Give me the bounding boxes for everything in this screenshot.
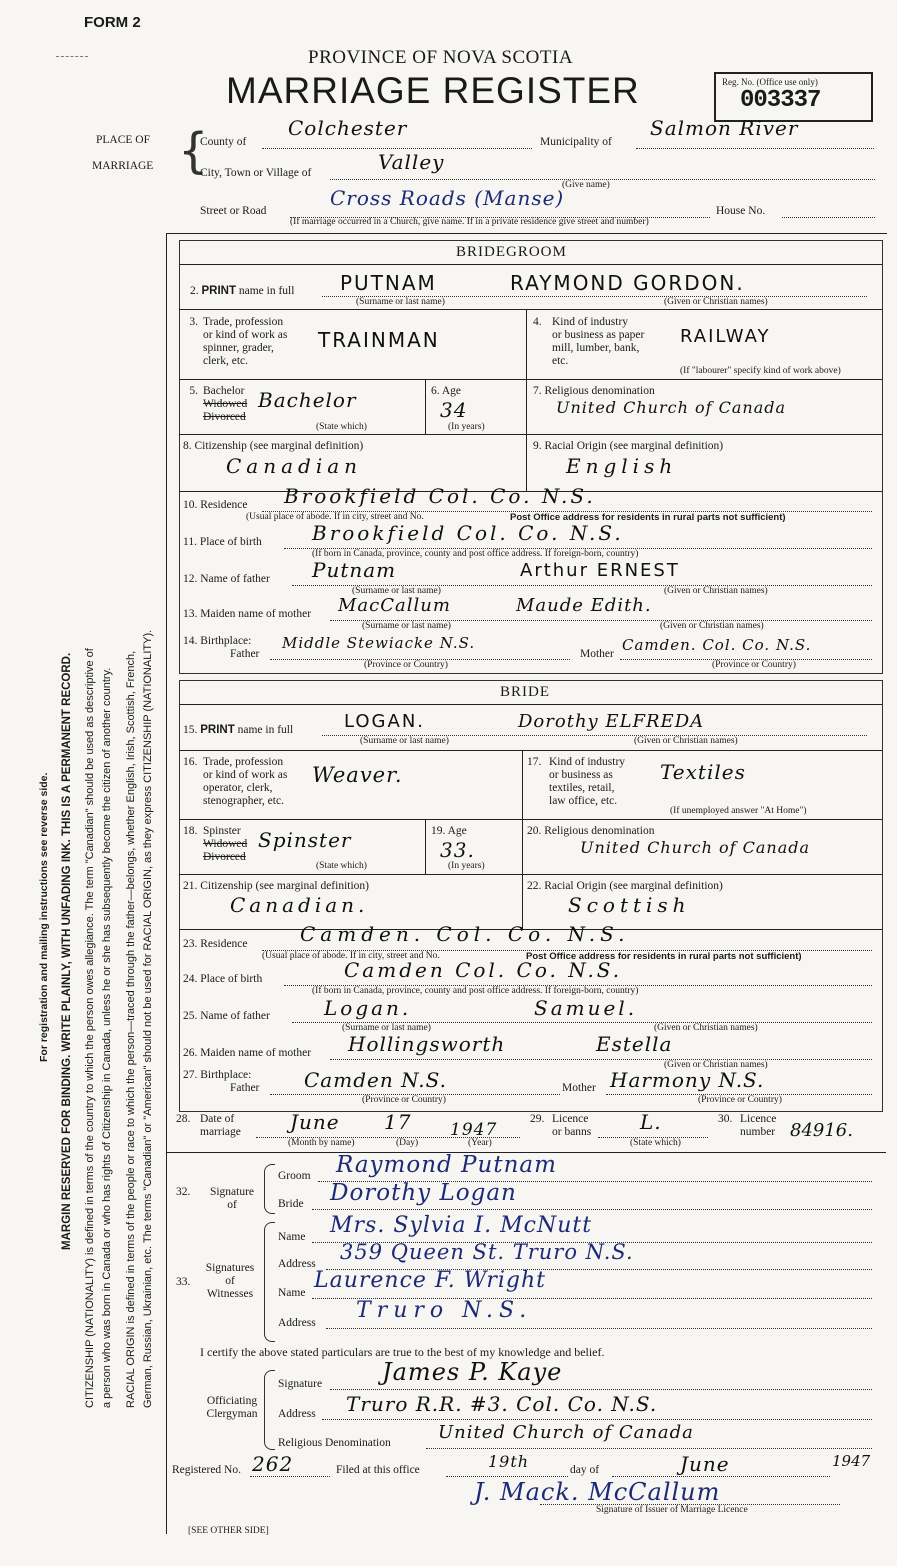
witness-num: 33. [176, 1276, 191, 1288]
bride-surname[interactable]: LOGAN. [344, 711, 426, 732]
municipality-label: Municipality of [540, 136, 612, 148]
county-value[interactable]: Colchester [288, 116, 408, 140]
bride-given-hint: (Given or Christian names) [634, 736, 738, 746]
groom-bp-mother-label: Mother [580, 648, 614, 660]
bride-name-label: 15. PRINT name in full [183, 724, 294, 736]
groom-surname-hint: (Surname or last name) [356, 297, 445, 307]
form-title: MARRIAGE REGISTER [226, 70, 640, 111]
bride-religion-label: 20. Religious denomination [527, 825, 655, 837]
bride-birth-label: 24. Place of birth [183, 973, 263, 985]
groom-trade-label: Trade, profession or kind of work as spinner, grader, clerk, etc. [203, 316, 288, 367]
groom-mother-surname-hint: (Surname or last name) [362, 621, 451, 631]
bride-age-hint: (In years) [448, 861, 485, 871]
witness2-address[interactable]: Truro N.S. [356, 1298, 533, 1323]
groom-religion-label: 7. Religious denomination [533, 385, 655, 397]
street-label: Street or Road [200, 205, 267, 217]
groom-given[interactable]: RAYMOND GORDON. [510, 271, 745, 295]
bride-trade-num: 16. [183, 756, 198, 768]
groom-mother-given[interactable]: Maude Edith. [516, 595, 652, 616]
margin-definition-4: German, Russian, Ukrainian, etc. The terms "Canadian" or "American" should not be used for RACIAL ORIGIN, as they express CITIZENSHIP (NATIONALITY). [142, 629, 154, 1408]
province-heading: PROVINCE OF NOVA SCOTIA [308, 47, 574, 68]
bride-bp-father-label: Father [230, 1082, 260, 1094]
date-label: Date of marriage [200, 1113, 241, 1138]
witness-label: Signatures of Witnesses [205, 1262, 255, 1300]
groom-residence-hint-bold: Post Office address for residents in rural parts not sufficient) [510, 512, 786, 523]
groom-father-label: 12. Name of father [183, 573, 270, 585]
clergy-address-label: Address [278, 1408, 316, 1420]
bride-industry-hint: (If unemployed answer "At Home") [670, 806, 807, 816]
bride-bp-father-hint: (Province or Country) [362, 1095, 446, 1105]
place-label-2: MARRIAGE [92, 160, 154, 172]
bridegroom-heading: BRIDEGROOM [456, 244, 567, 260]
bride-residence-hint: (Usual place of abode. If in city, street and No. [262, 951, 440, 961]
bride-mother-surname[interactable]: Hollingsworth [348, 1032, 506, 1056]
groom-father-surname[interactable]: Putnam [312, 558, 397, 582]
licence-num: 29. [530, 1113, 545, 1125]
bride-residence-label: 23. Residence [183, 938, 248, 950]
clergy-brace [264, 1370, 275, 1450]
bride-bp-mother-label: Mother [562, 1082, 596, 1094]
groom-mother-surname[interactable]: MacCallum [338, 595, 451, 616]
groom-birth[interactable]: Brookfield Col. Co. N.S. [312, 521, 624, 545]
margin-binding-note: MARGIN RESERVED FOR BINDING. WRITE PLAINLY, WITH UNFADING INK. THIS IS A PERMANENT RECORD. [61, 652, 73, 1250]
groom-surname[interactable]: PUTNAM [340, 271, 437, 295]
groom-sig-label: Groom [278, 1170, 311, 1182]
bride-bp-father[interactable]: Camden N.S. [304, 1068, 447, 1092]
county-label: County of [200, 136, 247, 148]
groom-religion[interactable]: United Church of Canada [556, 398, 787, 417]
street-value[interactable]: Cross Roads (Manse) [330, 186, 565, 210]
marriage-year[interactable]: 1947 [450, 1120, 498, 1140]
groom-industry-hint: (If "labourer" specify kind of work above) [680, 366, 841, 376]
groom-trade-num: 3. [189, 316, 198, 328]
reg-number-label: Reg. No. (Office use only) [722, 77, 818, 87]
wit1-name-label: Name [278, 1231, 306, 1243]
bride-trade-label: Trade, profession or kind of work as operator, clerk, stenographer, etc. [203, 756, 288, 807]
bride-industry-num: 17. [527, 756, 542, 768]
marriage-day[interactable]: 17 [384, 1110, 412, 1134]
year-hint: (Year) [468, 1138, 492, 1148]
bride-surname-hint: (Surname or last name) [360, 736, 449, 746]
groom-industry-label: Kind of industry or business as paper mill, lumber, bank, etc. [552, 316, 645, 367]
bride-father-label: 25. Name of father [183, 1010, 270, 1022]
wit2-name-label: Name [278, 1287, 306, 1299]
clergy-label: Officiating Clergyman [206, 1395, 258, 1420]
groom-birthplace-label: 14. Birthplace: [183, 635, 252, 647]
place-brace: { [178, 123, 209, 179]
bride-status-label: Spinster Widowed Divorced [203, 825, 248, 863]
groom-signature[interactable]: Raymond Putnam [336, 1152, 557, 1178]
groom-trade[interactable]: TRAINMAN [318, 328, 440, 352]
witness1-address[interactable]: 359 Queen St. Truro N.S. [340, 1240, 634, 1264]
groom-status-num: 5. [189, 385, 198, 397]
reg-number: 003337 [740, 87, 821, 114]
decorative-dash [56, 56, 88, 57]
bride-age-label: 19. Age [431, 825, 467, 837]
wit1-address-label: Address [278, 1258, 316, 1270]
licence-state-which: (State which) [630, 1138, 681, 1148]
day-hint: (Day) [396, 1138, 419, 1148]
bride-birth[interactable]: Camden Col. Co. N.S. [344, 958, 623, 982]
filed-day[interactable]: 19th [488, 1452, 530, 1471]
witness2-name[interactable]: Laurence F. Wright [314, 1268, 547, 1293]
groom-status[interactable]: Bachelor [258, 388, 357, 412]
bride-mother-given[interactable]: Estella [596, 1032, 673, 1056]
licence-number[interactable]: 84916. [790, 1120, 853, 1141]
groom-status-label: Bachelor Widowed Divorced [203, 385, 248, 423]
groom-industry[interactable]: RAILWAY [680, 326, 771, 347]
groom-bp-father[interactable]: Middle Stewiacke N.S. [282, 634, 476, 652]
clergy-sig-label: Signature [278, 1378, 323, 1390]
bride-father-surname-hint: (Surname or last name) [342, 1023, 431, 1033]
see-other-side: [SEE OTHER SIDE] [188, 1526, 269, 1536]
bride-given[interactable]: Dorothy ELFREDA [518, 711, 705, 732]
bride-residence[interactable]: Camden. Col. Co. N.S. [300, 922, 630, 946]
street-note: (If marriage occurred in a Church, give name. If in a private residence give street and number) [290, 217, 649, 227]
clergy-religion-label: Religious Denomination [278, 1437, 391, 1449]
marriage-month[interactable]: June [290, 1110, 340, 1134]
groom-age-hint: (In years) [448, 422, 485, 432]
groom-racial[interactable]: English [566, 454, 678, 478]
margin-instructions: For registration and mailing instructions see reverse side. [38, 772, 50, 1062]
bride-bp-mother-hint: (Province or Country) [698, 1095, 782, 1105]
city-value[interactable]: Valley [378, 150, 445, 174]
witness-brace [264, 1222, 275, 1342]
registered-label: Registered No. [172, 1464, 241, 1476]
bride-industry-label: Kind of industry or business as textiles, retail, law office, etc. [549, 756, 626, 807]
sig-num: 32. [176, 1186, 191, 1198]
give-name-hint: (Give name) [562, 180, 610, 190]
bride-religion[interactable]: United Church of Canada [580, 838, 811, 857]
groom-industry-num: 4. [533, 316, 542, 328]
bride-mother-label: 26. Maiden name of mother [183, 1047, 312, 1059]
bride-citizenship[interactable]: Canadian. [230, 893, 369, 917]
groom-mother-given-hint: (Given or Christian names) [660, 621, 764, 631]
bride-father-surname[interactable]: Logan. [324, 996, 412, 1020]
bride-bp-mother[interactable]: Harmony N.S. [610, 1068, 765, 1092]
groom-father-surname-hint: (Surname or last name) [352, 586, 441, 596]
licence-or-banns[interactable]: L. [640, 1110, 662, 1134]
groom-bp-father-hint: (Province or Country) [364, 660, 448, 670]
groom-given-hint: (Given or Christian names) [664, 297, 768, 307]
day-of-label: day of [570, 1464, 600, 1476]
filed-year[interactable]: 1947 [832, 1452, 871, 1470]
bride-citizenship-label: 21. Citizenship (see marginal definition) [183, 880, 369, 892]
bride-state-which: (State which) [316, 861, 367, 871]
groom-name-label: 2. PRINT name in full [190, 285, 295, 297]
issuer-signature[interactable]: J. Mack. McCallum [474, 1478, 721, 1506]
bride-status-num: 18. [183, 825, 198, 837]
groom-citizenship-label: 8. Citizenship (see marginal definition) [183, 440, 364, 452]
margin-definition-1: CITIZENSHIP (NATIONALITY) is defined in terms of the country to which the person owes allegiance. The term "Canadian" should be used as descriptive of [84, 648, 96, 1408]
bride-birth-hint: (If born in Canada, province, county and post office address. If foreign-born, country) [312, 986, 639, 996]
groom-father-given-hint: (Given or Christian names) [664, 586, 768, 596]
groom-bp-mother-hint: (Province or Country) [712, 660, 796, 670]
wit2-address-label: Address [278, 1317, 316, 1329]
groom-bp-father-label: Father [230, 648, 260, 660]
bride-signature[interactable]: Dorothy Logan [330, 1180, 517, 1206]
house-label: House No. [716, 205, 766, 217]
bride-father-given[interactable]: Samuel. [534, 996, 638, 1020]
clergy-religion[interactable]: United Church of Canada [438, 1422, 694, 1443]
bride-trade[interactable]: Weaver. [312, 763, 403, 787]
groom-age-label: 6. Age [431, 385, 462, 397]
groom-father-given[interactable]: Arthur ERNEST [520, 560, 680, 581]
groom-residence-label: 10. Residence [183, 499, 248, 511]
city-label: City, Town or Village of [200, 167, 312, 179]
groom-mother-label: 13. Maiden name of mother [183, 608, 312, 620]
reg-number-box [714, 72, 873, 122]
issuer-label: Signature of Issuer of Marriage Licence [596, 1505, 748, 1515]
bride-racial[interactable]: Scottish [568, 893, 691, 917]
witness1-name[interactable]: Mrs. Sylvia I. McNutt [330, 1213, 593, 1238]
groom-age[interactable]: 34 [440, 398, 468, 422]
bride-status[interactable]: Spinster [258, 828, 352, 852]
groom-bp-mother[interactable]: Camden. Col. Co. N.S. [622, 636, 812, 654]
bride-heading: BRIDE [500, 684, 550, 700]
clergy-signature[interactable]: James P. Kaye [382, 1358, 563, 1386]
licence-number-num: 30. [718, 1113, 733, 1125]
groom-residence-hint: (Usual place of abode. If in city, street and No. [246, 512, 424, 522]
bride-age[interactable]: 33. [440, 838, 475, 862]
bride-father-given-hint: (Given or Christian names) [654, 1023, 758, 1033]
bride-industry[interactable]: Textiles [660, 760, 746, 784]
groom-birth-label: 11. Place of birth [183, 536, 262, 548]
clergy-address[interactable]: Truro R.R. #3. Col. Co. N.S. [346, 1392, 658, 1416]
form-number: FORM 2 [84, 14, 141, 31]
sig-label: Signature of [209, 1186, 255, 1211]
date-num: 28. [176, 1113, 191, 1125]
sig-brace [264, 1164, 275, 1214]
licence-label: Licence or banns [552, 1113, 592, 1138]
filed-label: Filed at this office [336, 1464, 420, 1476]
groom-residence[interactable]: Brookfield Col. Co. N.S. [284, 484, 596, 508]
margin-definition-3: RACIAL ORIGIN is defined in terms of the people or race to which the person—traced through the father—belongs, whether English, Irish, Scottish, French, [125, 650, 137, 1408]
licence-number-label: Licence number [740, 1113, 777, 1138]
place-label-1: PLACE OF [96, 134, 150, 146]
month-hint: (Month by name) [288, 1138, 355, 1148]
bride-residence-hint-bold: Post Office address for residents in rural parts not sufficient) [526, 951, 802, 962]
certify-statement: I certify the above stated particulars are true to the best of my knowledge and belief. [200, 1345, 605, 1359]
municipality-value[interactable]: Salmon River [650, 116, 799, 140]
groom-citizenship[interactable]: Canadian [226, 454, 363, 478]
filed-month[interactable]: June [680, 1452, 730, 1476]
registered-number[interactable]: 262 [252, 1452, 294, 1476]
groom-state-which: (State which) [316, 422, 367, 432]
bride-sig-label: Bride [278, 1198, 304, 1210]
margin-definition-2: a person who was born in Canada or who has rights of Citizenship in Canada, unless he or she has subsequently become the citizen of another country. [101, 667, 113, 1408]
bride-birthplace-label: 27. Birthplace: [183, 1069, 252, 1081]
bride-mother-given-hint: (Given or Christian names) [664, 1060, 768, 1070]
groom-birth-hint: (If born in Canada, province, county and post office address. If foreign-born, country) [312, 549, 639, 559]
groom-racial-label: 9. Racial Origin (see marginal definition) [533, 440, 724, 452]
bride-racial-label: 22. Racial Origin (see marginal definition) [527, 880, 723, 892]
